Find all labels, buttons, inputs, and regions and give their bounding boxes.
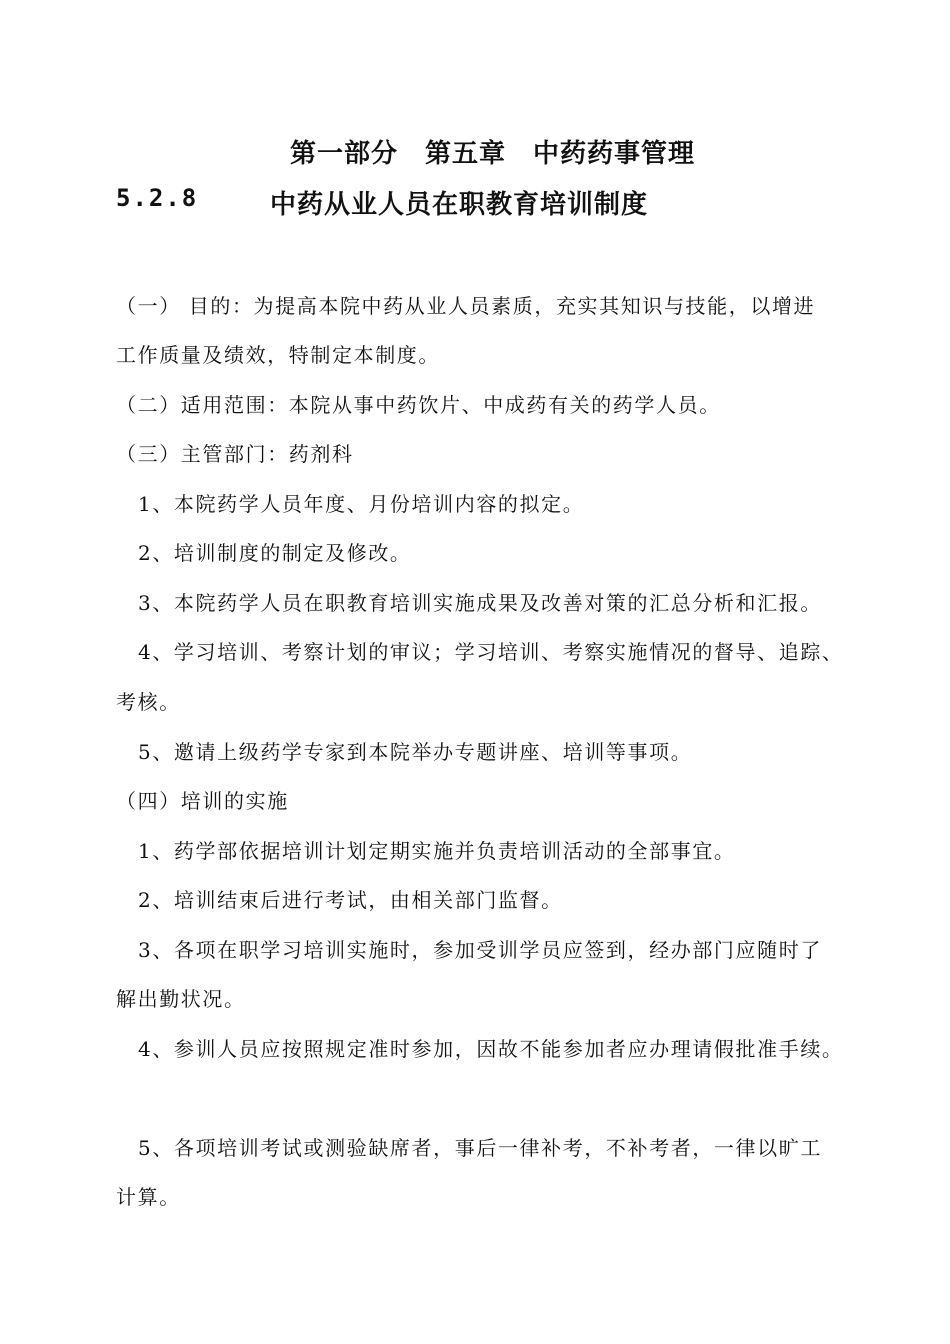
scope-line: （二）适用范围：本院从事中药饮片、中成药有关的药学人员。 [116, 393, 721, 417]
impl-item-4: 4、参训人员应按照规定准时参加，因故不能参加者应办理请假批准手续。 [138, 1037, 844, 1061]
impl-item-2: 2、培训结束后进行考试，由相关部门监督。 [138, 888, 563, 912]
impl-item-3-line-1: 3、各项在职学习培训实施时，参加受训学员应签到，经办部门应随时了 [138, 938, 822, 962]
dept-heading: （三）主管部门：药剂科 [116, 442, 354, 466]
purpose-line-1: （一） 目的：为提高本院中药从业人员素质，充实其知识与技能，以增进 [116, 294, 816, 318]
impl-item-3-line-2: 解出勤状况。 [116, 987, 246, 1011]
impl-item-1: 1、药学部依据培训计划定期实施并负责培训活动的全部事宜。 [138, 839, 736, 863]
impl-heading: （四）培训的实施 [116, 789, 289, 813]
dept-item-4-line-1: 4、学习培训、考察计划的审议；学习培训、考察实施情况的督导、追踪、 [138, 640, 844, 664]
dept-item-3: 3、本院药学人员在职教育培训实施成果及改善对策的汇总分析和汇报。 [138, 591, 822, 615]
dept-item-5: 5、邀请上级药学专家到本院举办专题讲座、培训等事项。 [138, 740, 693, 764]
chapter-heading: 第一部分 第五章 中药药事管理 [290, 139, 696, 169]
dept-item-4-line-2: 考核。 [116, 690, 181, 714]
impl-item-5-line-2: 计算。 [116, 1185, 181, 1209]
impl-item-5-line-1: 5、各项培训考试或测验缺席者，事后一律补考，不补考者，一律以旷工 [138, 1136, 822, 1160]
section-title: 中药从业人员在职教育培训制度 [270, 190, 649, 220]
dept-item-2: 2、培训制度的制定及修改。 [138, 541, 412, 565]
dept-item-1: 1、本院药学人员年度、月份培训内容的拟定。 [138, 492, 585, 516]
section-number: 5.2.8 [116, 184, 199, 212]
purpose-line-2: 工作质量及绩效，特制定本制度。 [116, 343, 440, 367]
